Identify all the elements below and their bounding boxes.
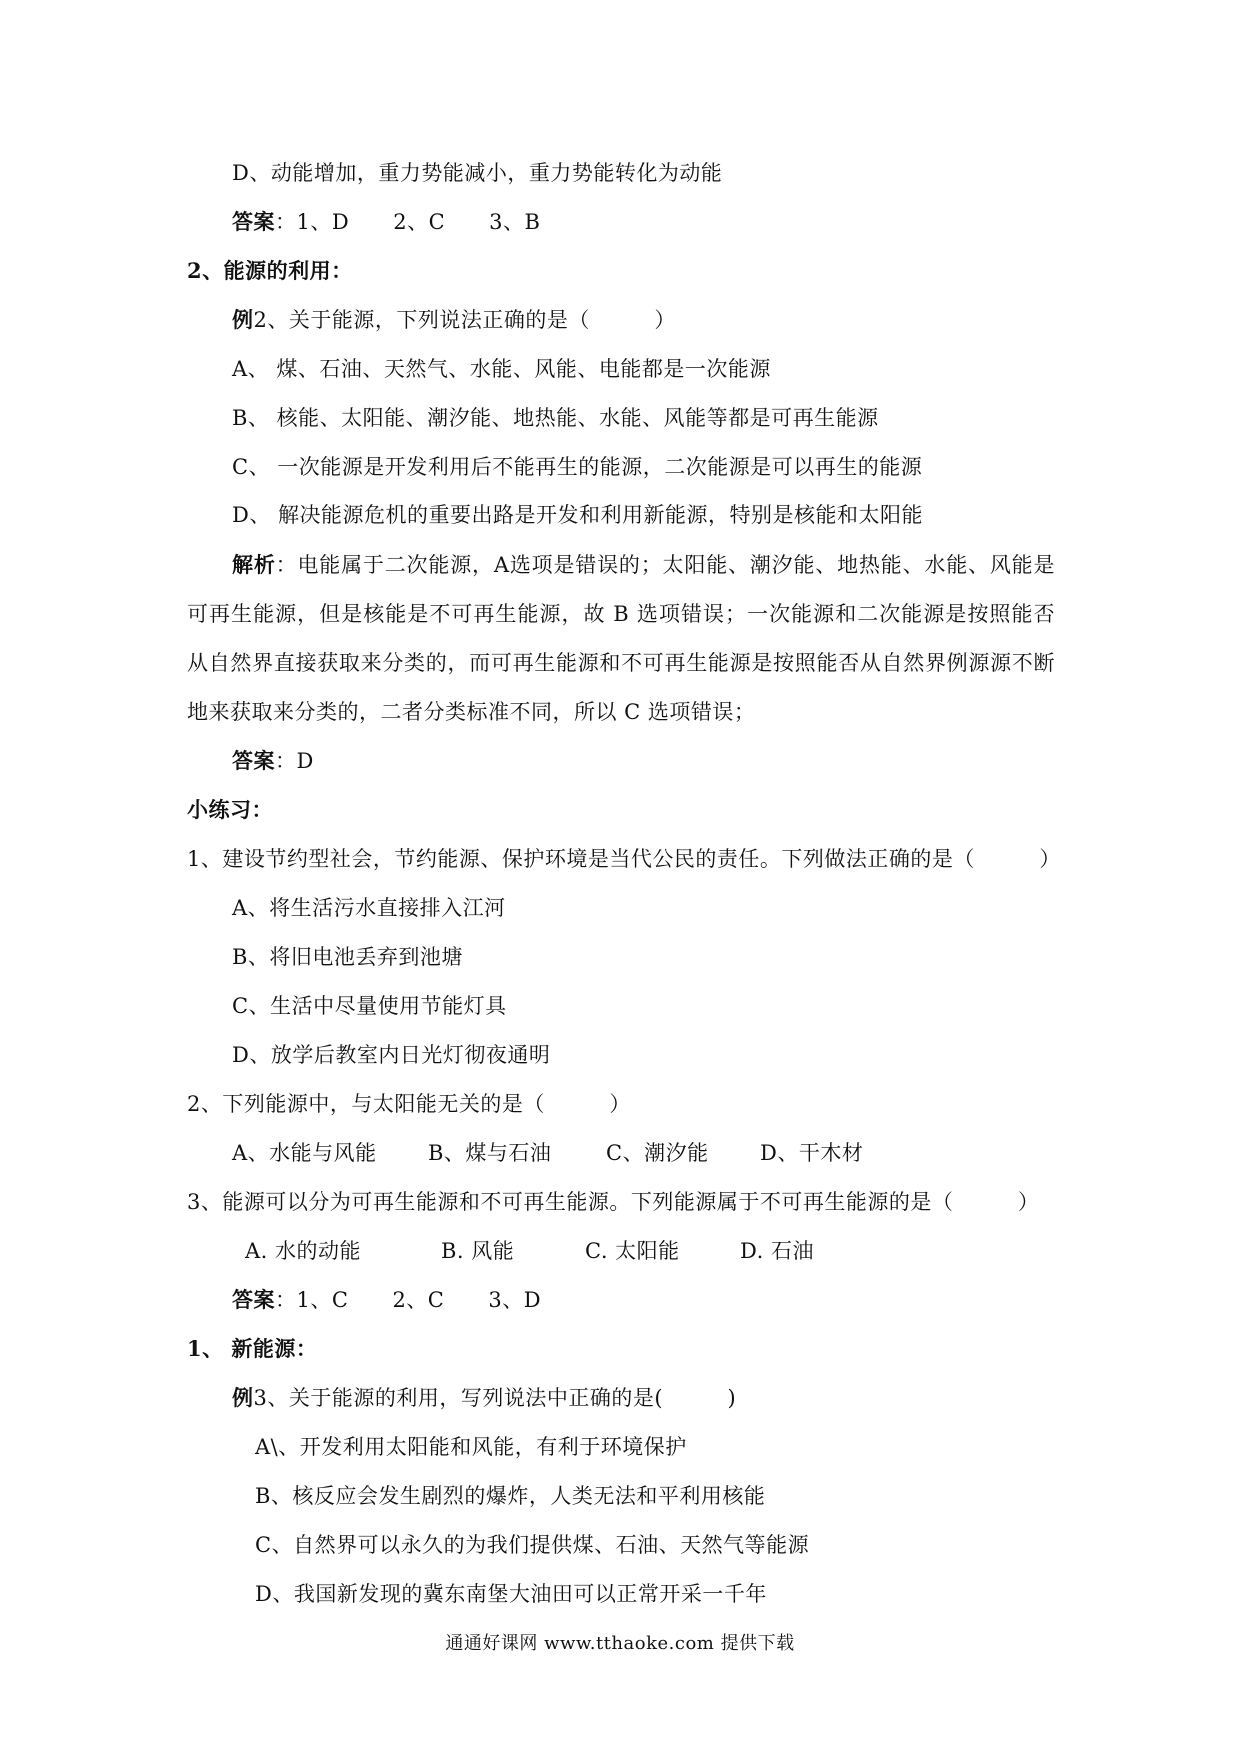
option-line: B、 核能、太阳能、潮汐能、地热能、水能、风能等都是可再生能源 [232, 406, 879, 430]
example-label: 例 [232, 1385, 254, 1410]
option-line: D、干木材 [760, 1141, 864, 1165]
practice-question-3: 3、能源可以分为可再生能源和不可再生能源。下列能源属于不可再生能源的是（ ） [187, 1190, 1040, 1214]
option-line: D、我国新发现的冀东南堡大油田可以正常开采一千年 [255, 1582, 767, 1606]
option-line: D、放学后教室内日光灯彻夜通明 [232, 1043, 551, 1067]
option-line: B、煤与石油 [428, 1141, 552, 1165]
analysis-line [232, 550, 1055, 580]
practice-question-1: 1、建设节约型社会，节约能源、保护环境是当代公民的责任。下列做法正确的是（ ） [187, 847, 1061, 871]
answer-label: 答案 [232, 209, 275, 234]
answer-item: 2、C [392, 1288, 445, 1312]
example-label: 例 [232, 307, 254, 332]
analysis-text: ：电能属于二次能源，A选项是错误的；太阳能、潮汐能、地热能、水能、风能是 [275, 553, 1055, 577]
option-line: A、 煤、石油、天然气、水能、风能、电能都是一次能源 [232, 357, 771, 381]
option-line: A. 水的动能 [245, 1239, 362, 1263]
page-footer: 通通好课网 www.tthaoke.com 提供下载 [445, 1633, 795, 1654]
option-line: D. 石油 [740, 1239, 814, 1263]
answer-label: 答案 [232, 748, 275, 773]
prev-option-d: D、动能增加，重力势能减小，重力势能转化为动能 [232, 161, 723, 185]
section-heading: 2、能源的利用： [187, 258, 353, 283]
option-line: C. 太阳能 [585, 1239, 680, 1263]
option-line: B、核反应会发生剧烈的爆炸，人类无法和平利用核能 [255, 1484, 766, 1508]
example-question [232, 1383, 736, 1413]
answer-item: 3、B [489, 210, 541, 234]
answer-item: 2、C [393, 210, 446, 234]
option-line: C、潮汐能 [606, 1141, 709, 1165]
answer-item: 3、D [488, 1288, 542, 1312]
section-heading: 1、 新能源： [187, 1336, 318, 1361]
option-line: D、 解决能源危机的重要出路是开发和利用新能源，特别是核能和太阳能 [232, 503, 924, 527]
prev-answer-line [232, 207, 540, 237]
option-line: B. 风能 [441, 1239, 515, 1263]
analysis-line: 从自然界直接获取来分类的，而可再生能源和不可再生能源是按照能否从自然界例源源不断 [187, 651, 1055, 675]
option-line: C、 一次能源是开发利用后不能再生的能源，二次能源是可以再生的能源 [232, 455, 923, 479]
option-line: C、生活中尽量使用节能灯具 [232, 994, 507, 1018]
analysis-line: 可再生能源，但是核能是不可再生能源，故 B 选项错误；一次能源和二次能源是按照能否 [187, 602, 1055, 626]
option-line: C、自然界可以永久的为我们提供煤、石油、天然气等能源 [255, 1533, 810, 1557]
answer-text: ：D [275, 749, 314, 773]
option-line: A、将生活污水直接排入江河 [232, 896, 506, 920]
option-line: B、将旧电池丢弃到池塘 [232, 945, 463, 969]
practice-heading: 小练习： [187, 797, 273, 822]
answer-item: ：1、C [275, 1288, 349, 1312]
answer-item: ：1、D [275, 210, 350, 234]
example-text: 3、关于能源的利用，写列说法中正确的是( ) [253, 1386, 737, 1410]
example-text: 2、关于能源，下列说法正确的是（ ） [253, 308, 676, 332]
option-line: A、水能与风能 [232, 1141, 377, 1165]
answer-label: 答案 [232, 1287, 275, 1312]
practice-answer-line [232, 1285, 541, 1315]
practice-question-2: 2、下列能源中，与太阳能无关的是（ ） [187, 1092, 631, 1116]
example-question [232, 305, 676, 335]
option-line: A\、开发利用太阳能和风能，有利于环境保护 [255, 1435, 687, 1459]
analysis-line: 地来获取来分类的，二者分类标准不同，所以 C 选项错误； [187, 700, 756, 724]
answer-line [232, 746, 314, 776]
analysis-label: 解析 [232, 552, 276, 577]
